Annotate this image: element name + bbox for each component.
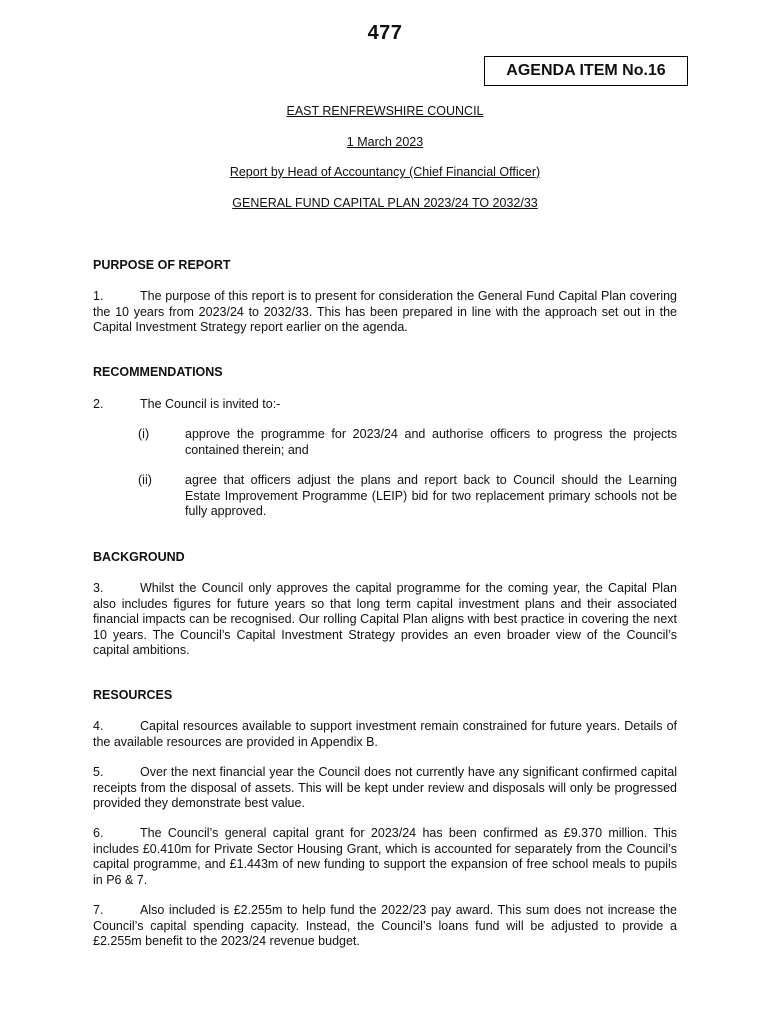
paragraph-text: Also included is £2.255m to help fund the 2022/23 pay award. This sum does not increase the Council’s capital spending capacity. Instead, the Council’s loans fund will be adjusted to provide a £2.255m benefit to the 2023/24 revenue budget. xyxy=(93,903,677,948)
paragraph-text: Capital resources available to support investment remain constrained for future years. Details of the available resources are provided in Appendix B. xyxy=(93,719,677,749)
paragraph-number: 3. xyxy=(93,581,104,595)
report-title: GENERAL FUND CAPITAL PLAN 2023/24 TO 2032/33 xyxy=(232,196,538,210)
council-name: EAST RENFREWSHIRE COUNCIL xyxy=(286,104,484,118)
agenda-item-box xyxy=(484,56,688,86)
paragraph-text: The Council’s general capital grant for 2023/24 has been confirmed as £9.370 million. This includes £0.410m for Private Sector Housing Grant, which is accounted for separately from the Council’s capital programme, and £1.443m of new funding to support the expansion of free school meals to pupils in P6 & 7. xyxy=(93,826,677,887)
paragraph-number: 4. xyxy=(93,719,104,733)
paragraph-text: Over the next financial year the Council does not currently have any significant confirmed capital receipts from the disposal of assets. This will be kept under review and disposals will only be progressed provided they demonstrate best value. xyxy=(93,765,677,810)
paragraph-text: The purpose of this report is to present for consideration the General Fund Capital Plan covering the 10 years from 2023/24 to 2032/33. This has been prepared in line with the approach set out in the Capital Investment Strategy report earlier on the agenda. xyxy=(93,289,677,334)
paragraph-2 xyxy=(93,397,280,411)
paragraph-3 xyxy=(93,581,677,659)
item-text: approve the programme for 2023/24 and authorise officers to progress the projects contained therein; and xyxy=(185,427,677,457)
item-text: agree that officers adjust the plans and report back to Council should the Learning Estate Improvement Programme (LEIP) bid for two replacement primary schools not be fully approved. xyxy=(185,473,677,518)
recommendations-heading: RECOMMENDATIONS xyxy=(93,365,223,379)
paragraph-4 xyxy=(93,719,677,750)
paragraph-text: Whilst the Council only approves the capital programme for the coming year, the Capital Plan also includes figures for future years so that long term capital investment plans and their associated financial impacts can be recognised. Our rolling Capital Plan aligns with best practice in covering the next 10 years. The Council’s Capital Investment Strategy provides an even broader view of the Council’s capital ambitions. xyxy=(93,581,677,657)
background-heading: BACKGROUND xyxy=(93,550,185,564)
item-marker: (i) xyxy=(138,427,150,441)
paragraph-1 xyxy=(93,289,677,336)
purpose-heading: PURPOSE OF REPORT xyxy=(93,258,231,272)
item-marker: (ii) xyxy=(138,473,152,487)
paragraph-6 xyxy=(93,826,677,888)
report-author: Report by Head of Accountancy (Chief Financial Officer) xyxy=(229,165,541,179)
recommendation-item xyxy=(138,473,677,520)
recommendation-item xyxy=(138,427,677,458)
resources-heading: RESOURCES xyxy=(93,688,173,702)
paragraph-number: 6. xyxy=(93,826,104,840)
paragraph-7 xyxy=(93,903,677,950)
paragraph-number: 1. xyxy=(93,289,104,303)
agenda-item-label: AGENDA ITEM No.16 xyxy=(506,62,666,79)
paragraph-number: 7. xyxy=(93,903,104,917)
paragraph-text: The Council is invited to:- xyxy=(140,397,281,411)
page-number: 477 xyxy=(367,22,403,44)
paragraph-number: 2. xyxy=(93,397,104,411)
report-date: 1 March 2023 xyxy=(346,135,424,149)
paragraph-5 xyxy=(93,765,677,812)
paragraph-number: 5. xyxy=(93,765,104,779)
